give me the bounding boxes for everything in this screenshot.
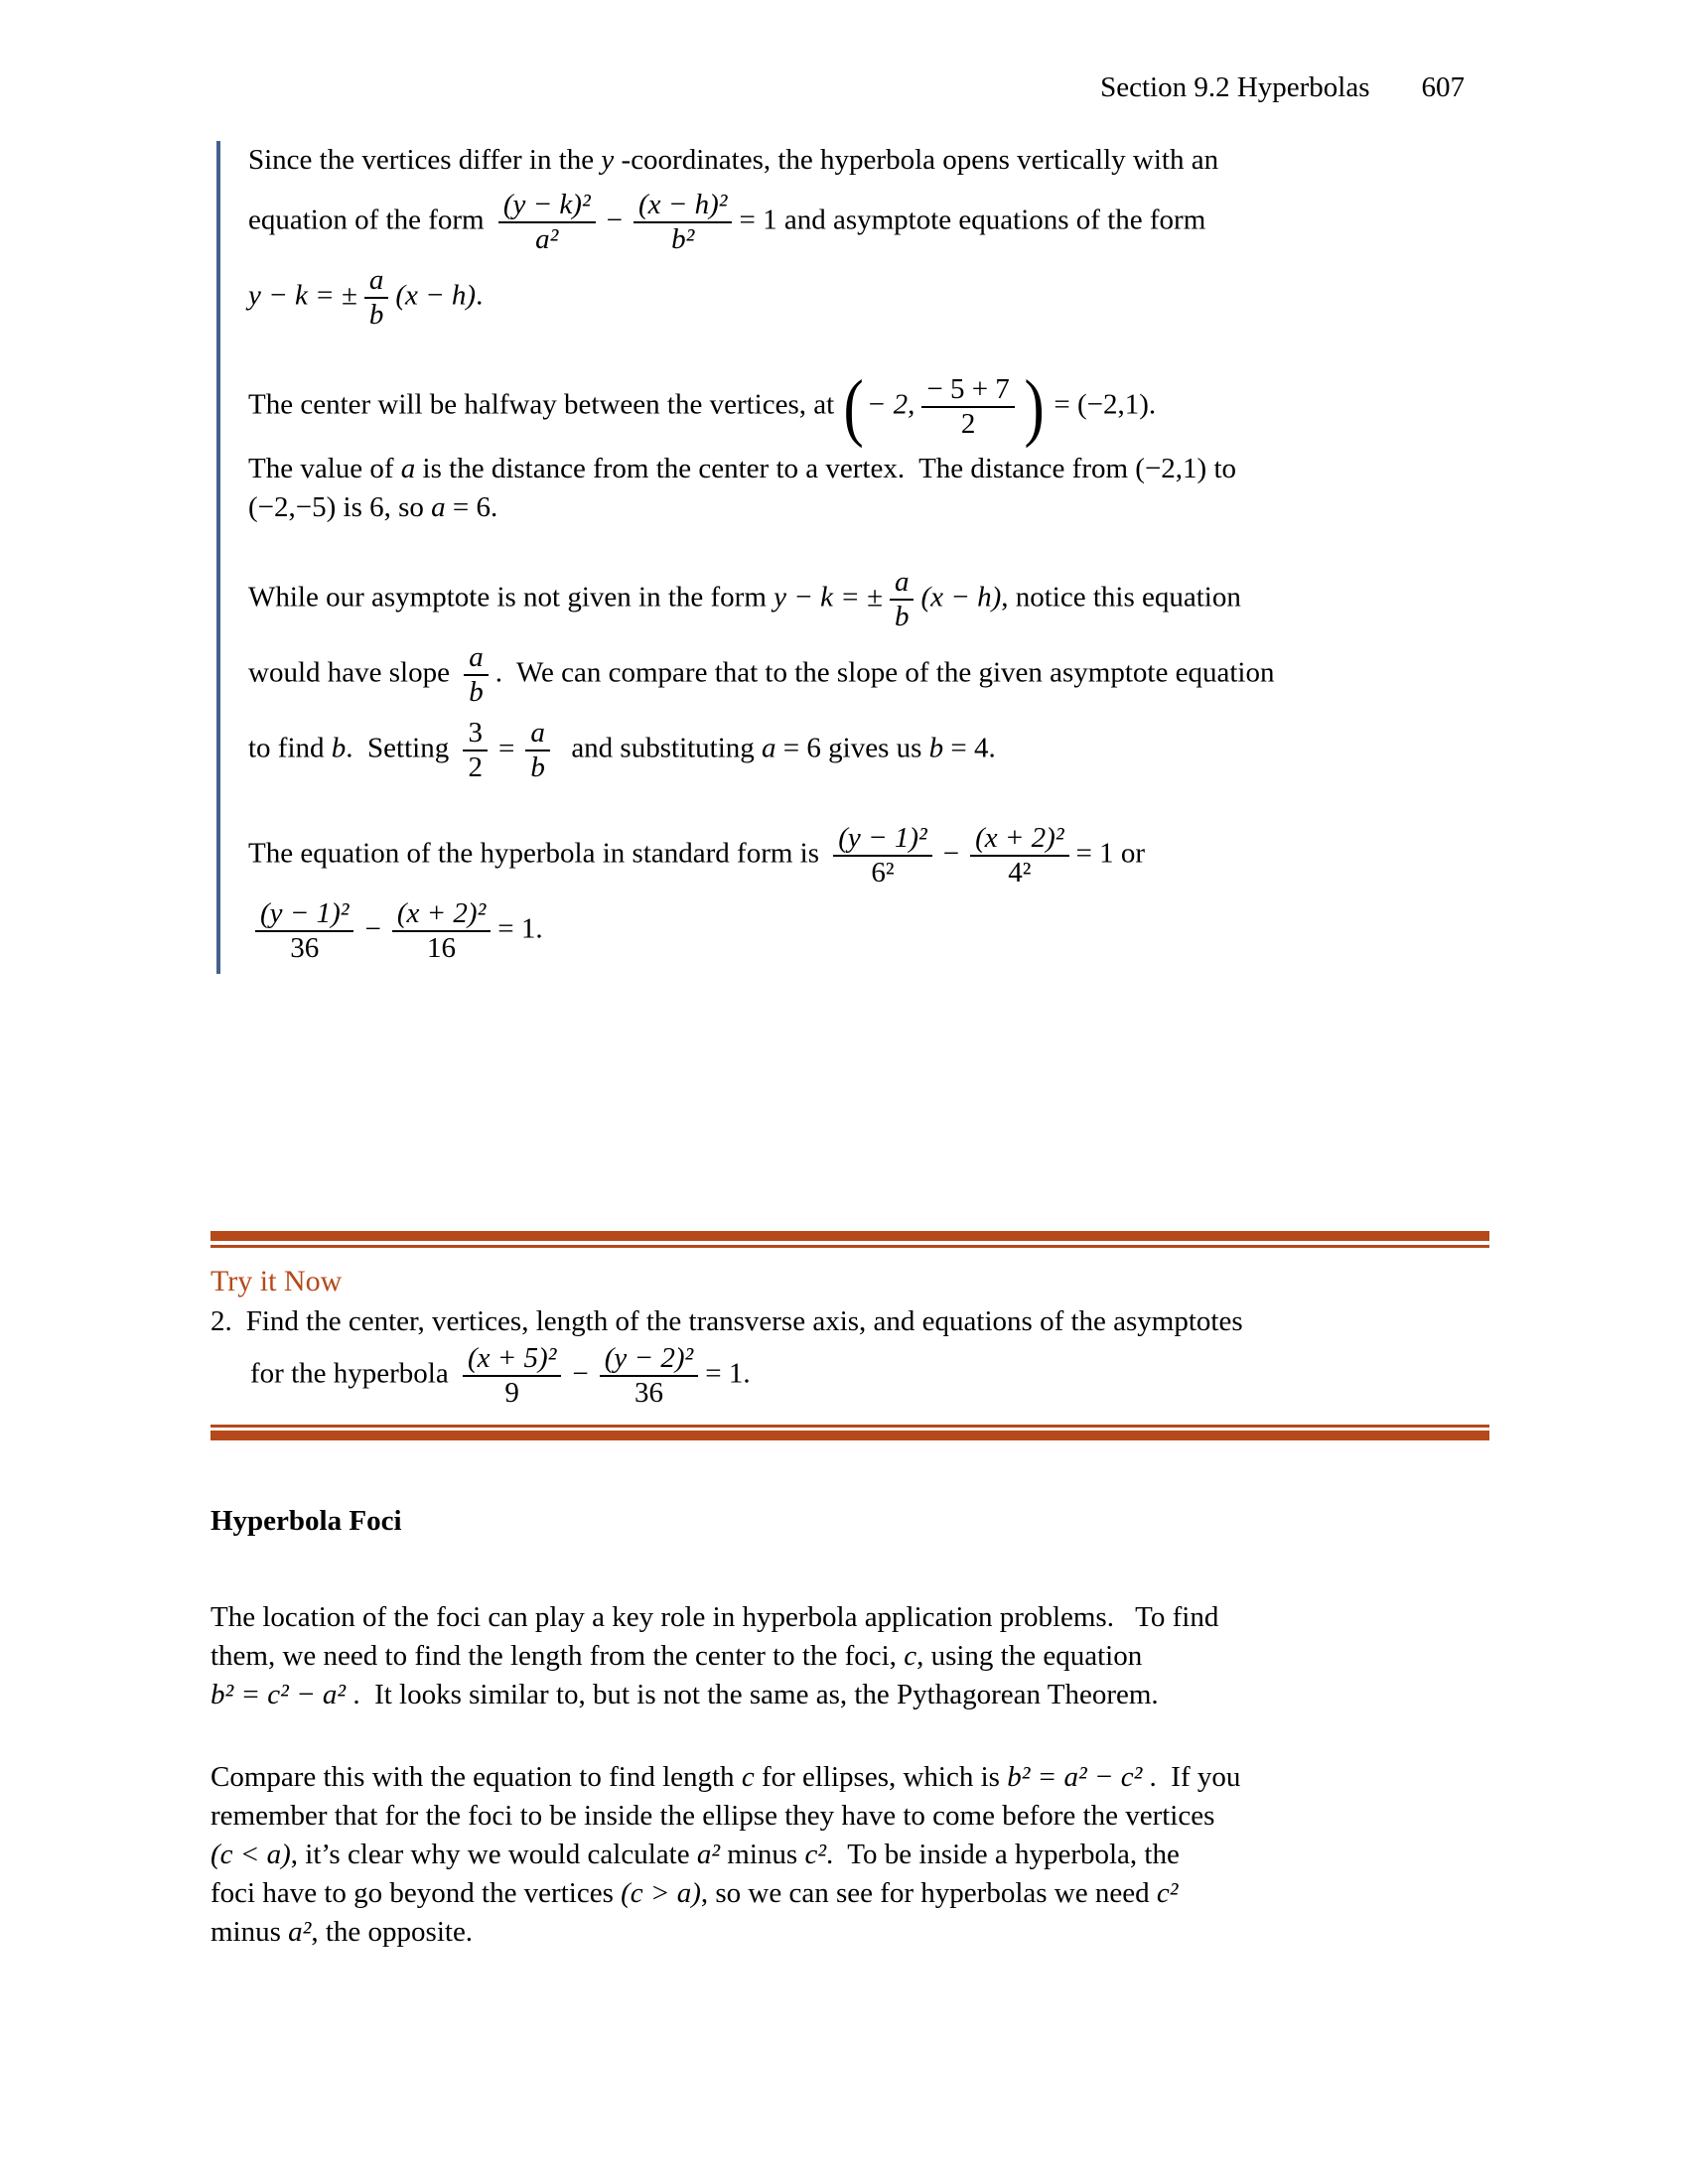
math-line: [248, 265, 1519, 331]
text-line: [248, 488, 1519, 527]
minus-operator: −: [942, 837, 960, 870]
foci-paragraph-2: [211, 1758, 1493, 1952]
fraction-numerator: (x + 2)²: [970, 823, 1068, 857]
math-variable: b: [331, 732, 347, 764]
text-run: . We can compare that to the slope of the given asymptote equation: [494, 656, 1275, 689]
fraction-numerator: a: [890, 567, 914, 601]
math-run: c²: [804, 1839, 827, 1870]
fraction-denominator: a²: [535, 223, 559, 255]
text-run: .: [476, 279, 484, 312]
math-run: (c > a): [621, 1877, 701, 1909]
fraction-numerator: − 5 + 7: [921, 374, 1014, 408]
fraction: [600, 1343, 698, 1409]
fraction: [498, 190, 596, 255]
fraction-numerator: (y − 1)²: [833, 823, 931, 857]
example-paragraph-2: [248, 365, 1519, 449]
text-run: foci have to go beyond the vertices: [211, 1877, 622, 1909]
math-variable: c: [904, 1640, 917, 1672]
math-run: (x − h): [395, 279, 477, 312]
fraction: [392, 898, 491, 964]
fraction-denominator: b: [530, 751, 545, 783]
math-variable: a: [431, 491, 446, 523]
math-run: − 2,: [866, 388, 915, 421]
text-run: , notice this equation: [1001, 581, 1241, 614]
math-line: [248, 898, 1519, 964]
equals-operator: =: [497, 732, 515, 764]
math-line: The center will be halfway between the vertices, at (− 2, $\frac{- 5 + 7}{2}$ ) = (−2,1).: [248, 365, 1157, 449]
math-line: [248, 567, 1519, 632]
math-run: = 1: [1075, 837, 1114, 870]
example-paragraph-3: [248, 450, 1519, 527]
fraction: [970, 823, 1068, 888]
math-variable: a: [400, 453, 416, 484]
text-run: , using the equation: [916, 1640, 1143, 1672]
text-line: [211, 1637, 1493, 1676]
fraction-denominator: 9: [504, 1377, 519, 1409]
text-run: The center will be halfway between the vertices, at: [248, 388, 842, 421]
fraction: [255, 898, 353, 964]
fraction-denominator: 2: [960, 408, 976, 440]
example-paragraph-1: [248, 141, 1519, 331]
text-run: . If you: [1142, 1761, 1241, 1793]
minus-operator: −: [606, 204, 624, 236]
math-run: y − k = ±: [774, 581, 883, 614]
text-line: The location of the foci can play a key role in hyperbola application problems. To find: [211, 1601, 1219, 1633]
math-run: a²: [696, 1839, 721, 1870]
fraction-numerator: a: [464, 642, 489, 676]
fraction-denominator: 6²: [871, 857, 895, 888]
fraction-numerator: (y − k)²: [498, 190, 596, 223]
text-run: for ellipses, which is: [754, 1761, 1008, 1793]
fraction: [463, 718, 488, 783]
fraction-numerator: 3: [463, 718, 488, 751]
text-run: .: [535, 912, 543, 945]
fraction-numerator: (x − h)²: [633, 190, 732, 223]
fraction-denominator: 36: [633, 1377, 663, 1409]
math-run: = 1: [739, 204, 777, 236]
math-run: = 1: [497, 912, 536, 945]
text-line: [211, 1836, 1493, 1874]
fraction-denominator: 4²: [1008, 857, 1032, 888]
fraction: [525, 718, 550, 783]
fraction-numerator: (y − 2)²: [600, 1343, 698, 1377]
math-line: [248, 823, 1519, 888]
text-run: is the distance from the center to a vertex. The distance from (−2,1) to: [415, 453, 1237, 484]
try-it-now-callout: [211, 1231, 1489, 1440]
fraction: [833, 823, 931, 888]
text-run: While our asymptote is not given in the form: [248, 581, 774, 614]
page-header: [1100, 71, 1465, 104]
math-variable: c: [741, 1761, 755, 1793]
math-run: y − k = ±: [248, 279, 357, 312]
math-run: (c < a): [211, 1839, 291, 1870]
foci-paragraph-1: [211, 1598, 1493, 1714]
example-paragraph-4: [248, 567, 1519, 783]
text-line: [248, 141, 1519, 180]
fraction-denominator: b: [368, 299, 384, 331]
text-run: . It looks similar to, but is not the same as, the Pythagorean Theorem.: [346, 1679, 1159, 1710]
text-run: (−2,−5) is 6, so: [248, 491, 432, 523]
text-line: [211, 1874, 1493, 1913]
minus-operator: −: [572, 1357, 589, 1390]
fraction: [463, 1343, 561, 1409]
math-line: [250, 1343, 1489, 1409]
fraction: [633, 190, 732, 255]
text-run: Find the center, vertices, length of the transverse axis, and equations of the asymptotes: [245, 1305, 1243, 1337]
example-paragraph-5: [248, 823, 1519, 964]
text-line: [211, 1913, 1493, 1952]
minus-operator: −: [364, 912, 381, 945]
text-run: to find: [248, 732, 332, 764]
math-run: b² = a² − c²: [1007, 1761, 1143, 1793]
text-run: them, we need to find the length from the center to the foci,: [211, 1640, 905, 1672]
fraction: [464, 642, 489, 708]
text-run: . Setting: [346, 732, 457, 764]
fraction-denominator: 16: [427, 932, 457, 964]
text-run: , the opposite.: [311, 1916, 474, 1948]
text-run: -coordinates, the hyperbola opens vertically with an: [614, 144, 1219, 176]
top-rule-thin: [211, 1245, 1489, 1248]
math-variable: b: [928, 732, 944, 764]
math-variable: a: [762, 732, 776, 764]
text-run: minus: [211, 1916, 289, 1948]
text-run: . To be inside a hyperbola, the: [826, 1839, 1180, 1870]
bottom-rules: [211, 1425, 1489, 1440]
math-run: (x − h): [920, 581, 1002, 614]
text-run: , so we can see for hyperbolas we need: [700, 1877, 1157, 1909]
math-variable: y: [601, 144, 615, 176]
fraction: [921, 374, 1014, 440]
text-run: or: [1113, 837, 1146, 870]
fraction-numerator: a: [525, 718, 550, 751]
text-run: for the hyperbola: [250, 1357, 456, 1390]
item-number: 2.: [211, 1305, 232, 1337]
text-run: minus: [720, 1839, 805, 1870]
top-rule-thick: [211, 1231, 1489, 1241]
math-line: [248, 718, 1519, 783]
text-run: would have slope: [248, 656, 458, 689]
fraction-denominator: 36: [290, 932, 320, 964]
text-run: The equation of the hyperbola in standard form is: [248, 837, 827, 870]
fraction-numerator: (y − 1)²: [255, 898, 353, 932]
fraction-numerator: a: [364, 265, 389, 299]
text-run: = (−2,1).: [1047, 388, 1157, 421]
fraction-numerator: (x + 5)²: [463, 1343, 561, 1377]
hyperbola-foci-section: [211, 1501, 1493, 1952]
fraction: [890, 567, 914, 632]
math-line: [248, 642, 1519, 708]
try-it-now-heading: Try it Now: [211, 1265, 343, 1297]
text-line: [248, 450, 1519, 488]
text-run: and asymptote equations of the form: [776, 204, 1206, 236]
math-run: a²: [288, 1916, 312, 1948]
text-run: = 6 gives us: [775, 732, 929, 764]
math-run: b² = c² − a²: [211, 1679, 347, 1710]
text-run: and substituting: [556, 732, 763, 764]
try-it-now-item: [211, 1301, 1489, 1341]
example-solution-block: [216, 141, 1519, 974]
math-run: = 1.: [705, 1357, 751, 1390]
text-run: = 6.: [445, 491, 498, 523]
text-line: [211, 1676, 1493, 1714]
text-line: remember that for the foci to be inside the ellipse they have to come before the vertices: [211, 1800, 1215, 1832]
text-run: Since the vertices differ in the: [248, 144, 602, 176]
section-heading: Hyperbola Foci: [211, 1505, 402, 1537]
fraction: [364, 265, 389, 331]
fraction-denominator: b: [469, 676, 484, 708]
text-run: Compare this with the equation to find length: [211, 1761, 742, 1793]
text-line: [211, 1758, 1493, 1797]
fraction-denominator: b: [894, 601, 910, 632]
bottom-rule-thick: [211, 1431, 1489, 1440]
fraction-denominator: b²: [671, 223, 695, 255]
text-run: equation of the form: [248, 204, 492, 236]
fraction-denominator: 2: [468, 751, 483, 783]
math-line: [248, 190, 1519, 255]
text-run: , it’s clear why we would calculate: [290, 1839, 697, 1870]
text-run: The value of: [248, 453, 401, 484]
fraction-numerator: (x + 2)²: [392, 898, 491, 932]
text-run: = 4.: [943, 732, 996, 764]
section-title: Section 9.2 Hyperbolas: [1100, 71, 1370, 103]
math-run: c²: [1156, 1877, 1179, 1909]
page-number: 607: [1421, 71, 1465, 103]
